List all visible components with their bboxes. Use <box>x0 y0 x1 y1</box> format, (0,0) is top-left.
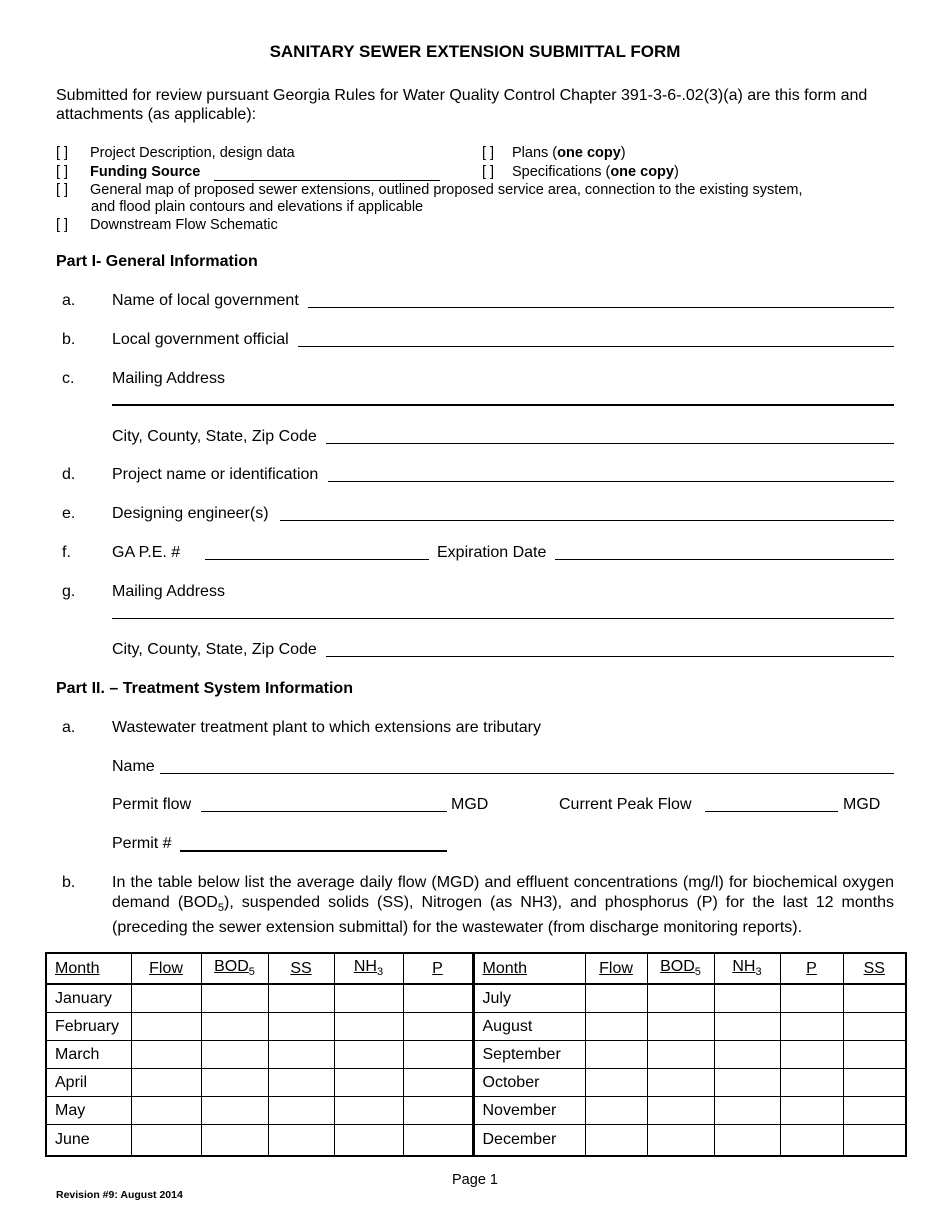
month-cell: June <box>46 1125 131 1156</box>
value-cell[interactable] <box>268 984 334 1013</box>
checkbox-bracket[interactable]: [ ] <box>56 164 69 180</box>
col-bod-right: $BOD_5$ <box>647 953 714 984</box>
month-cell: February <box>46 1013 131 1041</box>
month-cell: December <box>473 1125 585 1156</box>
table-row <box>46 1041 906 1069</box>
checkbox-bracket[interactable]: [ ] <box>482 145 495 161</box>
item-letter: g. <box>62 583 76 600</box>
checklist-label: Specifications ( <box>512 164 611 180</box>
value-cell[interactable] <box>780 1041 843 1069</box>
permit-flow-label: Permit flow <box>112 796 192 813</box>
engineer-city-county-label: City, County, State, Zip Code <box>112 641 317 658</box>
local-government-label: Name of local government <box>112 292 299 309</box>
project-name-label: Project name or identification <box>112 466 319 483</box>
value-cell[interactable] <box>131 1069 201 1097</box>
checkbox-bracket[interactable]: [ ] <box>482 164 495 180</box>
value-cell[interactable] <box>268 1069 334 1097</box>
plant-name-label: Name <box>112 758 155 775</box>
checklist-label: Project Description, design data <box>90 145 295 161</box>
checklist-label-bold: one copy <box>557 145 621 161</box>
checklist-label: General map of proposed sewer extensions, outlined proposed service area, connection to the existing system, <box>90 182 803 198</box>
mailing-address-label: Mailing Address <box>112 370 225 387</box>
government-official-field[interactable] <box>298 346 894 347</box>
part2-heading: Part II. – Treatment System Information <box>56 680 353 697</box>
engineer-city-county-field[interactable] <box>326 656 894 657</box>
table-header-row <box>46 953 906 984</box>
col-p: P <box>403 953 473 984</box>
value-cell[interactable] <box>403 984 473 1013</box>
value-cell[interactable] <box>843 1041 906 1069</box>
current-peak-flow-field[interactable] <box>705 811 838 812</box>
plant-name-field[interactable] <box>160 773 894 774</box>
value-cell[interactable] <box>843 1013 906 1041</box>
month-cell: May <box>46 1097 131 1125</box>
instructions-text: ), suspended solids (SS), Nitrogen (as NH3), and phosphorus (P) for the last 12 months (preceding the sewer extension submittal) for the wastewater (from discharge monitoring reports). <box>112 893 895 937</box>
value-cell[interactable] <box>403 1125 473 1156</box>
value-cell[interactable] <box>647 1041 714 1069</box>
month-cell: August <box>473 1013 585 1041</box>
month-cell: October <box>473 1069 585 1097</box>
value-cell[interactable] <box>131 1125 201 1156</box>
value-cell[interactable] <box>714 1097 780 1125</box>
value-cell[interactable] <box>647 1125 714 1156</box>
mailing-address-field[interactable] <box>112 404 894 406</box>
value-cell[interactable] <box>201 1097 268 1125</box>
value-cell[interactable] <box>131 984 201 1013</box>
designing-engineer-label: Designing engineer(s) <box>112 505 269 522</box>
value-cell[interactable] <box>131 1097 201 1125</box>
item-letter: b. <box>62 331 76 348</box>
value-cell[interactable] <box>268 1013 334 1041</box>
checklist-downstream[interactable] <box>56 217 278 233</box>
value-cell[interactable] <box>334 1013 403 1041</box>
value-cell[interactable] <box>585 1069 647 1097</box>
value-cell[interactable] <box>585 984 647 1013</box>
project-name-field[interactable] <box>328 481 894 482</box>
value-cell[interactable] <box>780 1125 843 1156</box>
form-title: SANITARY SEWER EXTENSION SUBMITTAL FORM <box>269 42 681 61</box>
col-month-right: Month <box>473 953 585 984</box>
value-cell[interactable] <box>403 1013 473 1041</box>
page-number: Page 1 <box>452 1172 498 1188</box>
col-ss-right: SS <box>843 953 906 984</box>
col-flow: Flow <box>131 953 201 984</box>
permit-flow-unit: MGD <box>451 796 489 813</box>
month-cell: July <box>473 984 585 1013</box>
value-cell[interactable] <box>268 1041 334 1069</box>
value-cell[interactable] <box>647 984 714 1013</box>
designing-engineer-field[interactable] <box>280 520 894 521</box>
value-cell[interactable] <box>780 1097 843 1125</box>
value-cell[interactable] <box>131 1041 201 1069</box>
checkbox-bracket[interactable]: [ ] <box>56 145 69 161</box>
expiration-date-field[interactable] <box>555 559 894 560</box>
month-cell: January <box>46 984 131 1013</box>
col-ss: SS <box>268 953 334 984</box>
value-cell[interactable] <box>201 1041 268 1069</box>
value-cell[interactable] <box>714 1041 780 1069</box>
checklist-funding-source[interactable] <box>56 164 200 180</box>
engineer-mailing-address-label: Mailing Address <box>112 583 225 600</box>
value-cell[interactable] <box>843 1125 906 1156</box>
table-row <box>46 1069 906 1097</box>
checklist-specifications[interactable] <box>482 164 679 180</box>
item-letter: b. <box>62 874 76 891</box>
value-cell[interactable] <box>780 1013 843 1041</box>
col-month: Month <box>46 953 131 984</box>
checklist-label: Downstream Flow Schematic <box>90 217 278 233</box>
funding-source-line[interactable] <box>214 180 440 181</box>
checklist-label: Funding Source <box>90 164 201 180</box>
item-letter: a. <box>62 292 76 309</box>
value-cell[interactable] <box>334 1041 403 1069</box>
current-peak-flow-unit: MGD <box>843 796 881 813</box>
col-p-right: P <box>780 953 843 984</box>
subscript: 5 <box>217 901 224 914</box>
item-letter: f. <box>62 544 71 561</box>
value-cell[interactable] <box>714 984 780 1013</box>
value-cell[interactable] <box>201 984 268 1013</box>
value-cell[interactable] <box>201 1013 268 1041</box>
permit-number-field[interactable] <box>180 850 447 852</box>
col-nh3-right: $NH_3$ <box>714 953 780 984</box>
permit-number-label: Permit # <box>112 835 172 852</box>
value-cell[interactable] <box>647 1013 714 1041</box>
instructions-text: In the table below list the average daily flow (MGD) and effluent concentrations (mg/l) for biochemical oxygen demand (BOD <box>112 874 894 911</box>
month-cell: September <box>473 1041 585 1069</box>
item-letter: e. <box>62 505 76 522</box>
item-letter: c. <box>62 370 75 387</box>
checklist-general-map[interactable] <box>56 182 803 198</box>
value-cell[interactable] <box>843 1097 906 1125</box>
value-cell[interactable] <box>585 1097 647 1125</box>
value-cell[interactable] <box>780 984 843 1013</box>
pe-number-label: GA P.E. # <box>112 544 181 561</box>
value-cell[interactable] <box>131 1013 201 1041</box>
current-peak-flow-label: Current Peak Flow <box>559 796 692 813</box>
value-cell[interactable] <box>714 1125 780 1156</box>
value-cell[interactable] <box>647 1069 714 1097</box>
value-cell[interactable] <box>714 1069 780 1097</box>
month-cell: November <box>473 1097 585 1125</box>
government-official-label: Local government official <box>112 331 289 348</box>
treatment-plant-label: Wastewater treatment plant to which extensions are tributary <box>112 719 541 736</box>
value-cell[interactable] <box>201 1069 268 1097</box>
checklist-label-bold: one copy <box>610 164 674 180</box>
value-cell[interactable] <box>334 1125 403 1156</box>
city-county-field[interactable] <box>326 443 894 444</box>
checklist-close-paren: ) <box>620 145 626 161</box>
month-cell: March <box>46 1041 131 1069</box>
monthly-flow-table <box>45 952 907 1157</box>
value-cell[interactable] <box>403 1097 473 1125</box>
checkbox-bracket[interactable]: [ ] <box>56 182 69 198</box>
revision-note: Revision #9: August 2014 <box>56 1189 183 1201</box>
item-letter: a. <box>62 719 76 736</box>
intro-text: Submitted for review pursuant Georgia Rules for Water Quality Control Chapter 391-3-6-.02(3)(a) are this form and attachments (as applicable): <box>56 87 868 123</box>
value-cell[interactable] <box>334 1069 403 1097</box>
item-letter: d. <box>62 466 76 483</box>
table-instructions <box>112 873 894 938</box>
checklist-close-paren: ) <box>673 164 679 180</box>
part1-heading: Part I- General Information <box>56 253 258 270</box>
table-row <box>46 984 906 1013</box>
city-county-label: City, County, State, Zip Code <box>112 428 317 445</box>
value-cell[interactable] <box>585 1013 647 1041</box>
checklist-plans[interactable] <box>482 145 626 161</box>
table-row <box>46 1125 906 1156</box>
month-cell: April <box>46 1069 131 1097</box>
local-government-field[interactable] <box>308 307 894 308</box>
value-cell[interactable] <box>268 1097 334 1125</box>
value-cell[interactable] <box>403 1069 473 1097</box>
col-flow-right: Flow <box>585 953 647 984</box>
value-cell[interactable] <box>268 1125 334 1156</box>
value-cell[interactable] <box>843 1069 906 1097</box>
checklist-general-map-line2: and flood plain contours and elevations if applicable <box>91 199 424 215</box>
checkbox-bracket[interactable]: [ ] <box>56 217 69 233</box>
pe-number-field[interactable] <box>205 559 429 560</box>
checklist-project-description[interactable] <box>56 145 295 161</box>
checklist-label: Plans ( <box>512 145 558 161</box>
expiration-date-label: Expiration Date <box>437 544 547 561</box>
value-cell[interactable] <box>334 1097 403 1125</box>
table-row <box>46 1097 906 1125</box>
value-cell[interactable] <box>585 1041 647 1069</box>
permit-flow-field[interactable] <box>201 811 447 812</box>
table-row <box>46 1013 906 1041</box>
value-cell[interactable] <box>334 984 403 1013</box>
col-nh3: $NH_3$ <box>334 953 403 984</box>
value-cell[interactable] <box>585 1125 647 1156</box>
value-cell[interactable] <box>843 984 906 1013</box>
engineer-mailing-address-field[interactable] <box>112 618 894 619</box>
col-bod: $BOD_5$ <box>201 953 268 984</box>
value-cell[interactable] <box>201 1125 268 1156</box>
value-cell[interactable] <box>714 1013 780 1041</box>
value-cell[interactable] <box>780 1069 843 1097</box>
value-cell[interactable] <box>403 1041 473 1069</box>
value-cell[interactable] <box>647 1097 714 1125</box>
